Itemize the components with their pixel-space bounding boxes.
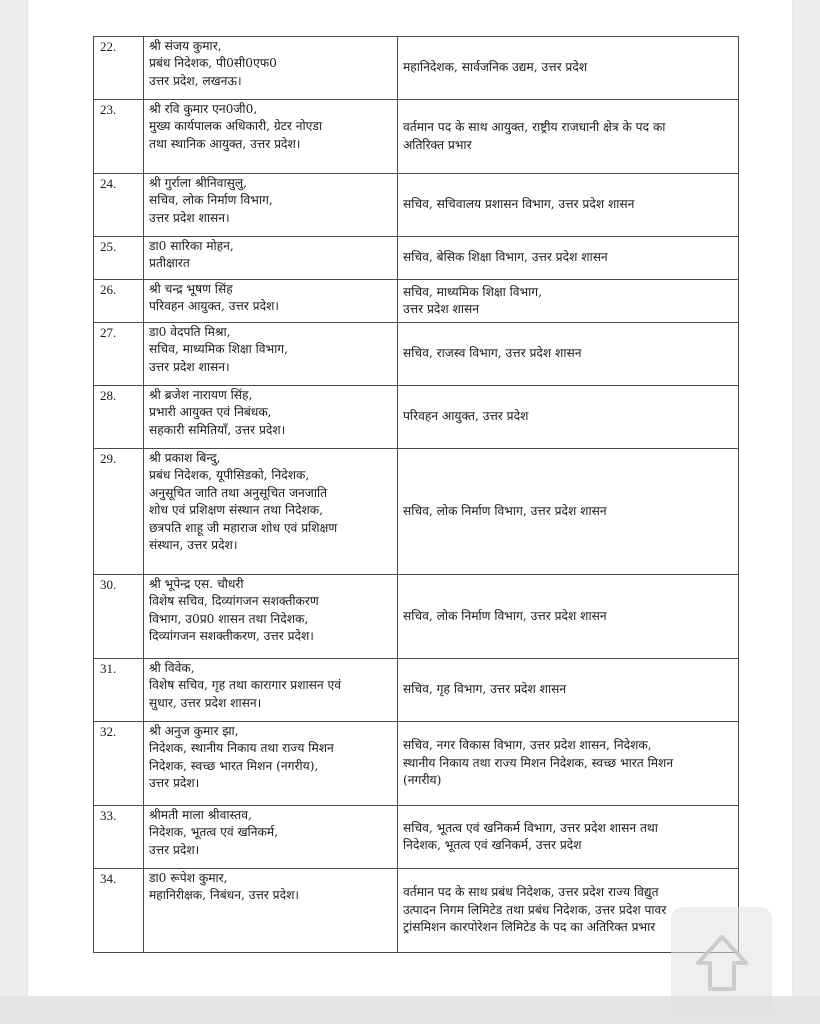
table-row	[94, 386, 739, 449]
new-post-line: ट्रांसमिशन कारपोरेशन लिमिटेड के पद का अतिरिक्त प्रभार	[403, 920, 656, 935]
officer-line: छत्रपति शाहू जी महाराज शोध एवं प्रशिक्षण	[149, 520, 338, 535]
officer-cell	[144, 237, 398, 280]
officer-line: शोध एवं प्रशिक्षण संस्थान तथा निदेशक,	[149, 503, 324, 518]
officer-line: निदेशक, स्थानीय निकाय तथा राज्य मिशन	[149, 741, 334, 756]
table-row	[94, 722, 739, 806]
officer-line: उत्तर प्रदेश शासन।	[149, 359, 230, 374]
officer-cell	[144, 575, 398, 659]
officer-line: श्री अनुज कुमार झा,	[149, 724, 239, 738]
table-row	[94, 100, 739, 174]
serial-number-cell: 24.	[94, 174, 144, 237]
officer-cell	[144, 659, 398, 722]
transfer-orders-table	[93, 36, 739, 953]
new-post-cell	[398, 449, 739, 575]
table-body	[94, 37, 739, 953]
officer-line: निदेशक, भूतत्व एवं खनिकर्म,	[149, 825, 278, 840]
officer-line: श्री गुर्राला श्रीनिवासुलु,	[149, 176, 247, 190]
officer-line: संस्थान, उत्तर प्रदेश।	[149, 538, 238, 553]
officer-line: मुख्य कार्यपालक अधिकारी, ग्रेटर नोएडा	[149, 119, 323, 134]
new-post-cell	[398, 659, 739, 722]
serial-number-cell: 32.	[94, 722, 144, 806]
new-post-line: सचिव, सचिवालय प्रशासन विभाग, उत्तर प्रदेश शासन	[403, 197, 635, 212]
new-post-line: सचिव, नगर विकास विभाग, उत्तर प्रदेश शासन, निदेशक,	[403, 738, 652, 753]
officer-line: विभाग, उ0प्र0 शासन तथा निदेशक,	[149, 611, 309, 626]
serial-number-cell: 25.	[94, 237, 144, 280]
new-post-line: वर्तमान पद के साथ आयुक्त, राष्ट्रीय राजधानी क्षेत्र के पद का	[403, 120, 666, 135]
serial-number-cell: 22.	[94, 37, 144, 100]
officer-line: श्री विवेक,	[149, 661, 195, 675]
serial-number-cell: 31.	[94, 659, 144, 722]
officer-cell	[144, 869, 398, 953]
new-post-cell	[398, 323, 739, 386]
new-post-cell	[398, 237, 739, 280]
officer-line: श्री संजय कुमार,	[149, 39, 222, 53]
officer-line: परिवहन आयुक्त, उत्तर प्रदेश।	[149, 299, 279, 314]
officer-line: श्री चन्द्र भूषण सिंह	[149, 282, 233, 296]
new-post-cell	[398, 37, 739, 100]
officer-cell	[144, 100, 398, 174]
new-post-line: निदेशक, भूतत्व एवं खनिकर्म, उत्तर प्रदेश	[403, 838, 582, 852]
officer-cell	[144, 37, 398, 100]
officer-cell	[144, 386, 398, 449]
officer-line: उत्तर प्रदेश।	[149, 776, 200, 791]
table-row	[94, 449, 739, 575]
new-post-line: उत्पादन निगम लिमिटेड तथा प्रबंध निदेशक, उत्तर प्रदेश पावर	[403, 902, 667, 917]
officer-line: प्रबंध निदेशक, यूपीसिडको, निदेशक,	[149, 468, 310, 483]
serial-number-cell: 30.	[94, 575, 144, 659]
new-post-cell	[398, 174, 739, 237]
serial-number-cell: 27.	[94, 323, 144, 386]
new-post-line: सचिव, माध्यमिक शिक्षा विभाग,	[403, 284, 543, 299]
officer-cell	[144, 174, 398, 237]
officer-line: उत्तर प्रदेश।	[149, 842, 200, 857]
officer-line: विशेष सचिव, गृह तथा कारागार प्रशासन एवं	[149, 678, 342, 693]
scroll-to-top-button[interactable]	[671, 907, 772, 1017]
officer-line: श्री प्रकाश बिन्दु,	[149, 451, 221, 465]
officer-line: दिव्यांगजन सशक्तीकरण, उत्तर प्रदेश।	[149, 629, 314, 644]
officer-cell	[144, 323, 398, 386]
officer-line: सहकारी समितियाँ, उत्तर प्रदेश।	[149, 422, 286, 437]
serial-number-cell: 28.	[94, 386, 144, 449]
arrow-up-icon	[694, 933, 750, 993]
table-row	[94, 806, 739, 869]
new-post-line: महानिदेशक, सार्वजनिक उद्यम, उत्तर प्रदेश	[403, 60, 588, 75]
new-post-line: सचिव, गृह विभाग, उत्तर प्रदेश शासन	[403, 682, 567, 697]
serial-number-cell: 29.	[94, 449, 144, 575]
new-post-cell	[398, 280, 739, 323]
serial-number-cell: 23.	[94, 100, 144, 174]
new-post-line: परिवहन आयुक्त, उत्तर प्रदेश	[403, 409, 529, 424]
new-post-line: सचिव, भूतत्व एवं खनिकर्म विभाग, उत्तर प्रदेश शासन तथा	[403, 820, 658, 835]
new-post-line: अतिरिक्त प्रभार	[403, 137, 472, 152]
new-post-line: स्थानीय निकाय तथा राज्य मिशन निदेशक, स्वच्छ भारत मिशन	[403, 755, 674, 770]
officer-cell	[144, 449, 398, 575]
new-post-cell	[398, 806, 739, 869]
table-row	[94, 37, 739, 100]
serial-number-cell: 34.	[94, 869, 144, 953]
table-row	[94, 323, 739, 386]
new-post-line: उत्तर प्रदेश शासन	[403, 302, 479, 316]
officer-line: तथा स्थानिक आयुक्त, उत्तर प्रदेश।	[149, 136, 301, 151]
new-post-line: वर्तमान पद के साथ प्रबंध निदेशक, उत्तर प्रदेश राज्य विद्युत	[403, 885, 659, 900]
table-row	[94, 869, 739, 953]
officer-cell	[144, 806, 398, 869]
officer-cell	[144, 280, 398, 323]
officer-cell	[144, 722, 398, 806]
officer-line: निदेशक, स्वच्छ भारत मिशन (नगरीय),	[149, 758, 319, 773]
new-post-cell	[398, 722, 739, 806]
table-row	[94, 280, 739, 323]
officer-line: श्री ब्रजेश नारायण सिंह,	[149, 388, 253, 402]
officer-line: प्रतीक्षारत	[149, 256, 190, 271]
officer-line: डा0 सारिका मोहन,	[149, 239, 234, 253]
officer-line: प्रबंध निदेशक, पी0सी0एफ0	[149, 56, 277, 71]
new-post-line: सचिव, राजस्व विभाग, उत्तर प्रदेश शासन	[403, 346, 582, 361]
new-post-line: सचिव, लोक निर्माण विभाग, उत्तर प्रदेश शासन	[403, 503, 607, 518]
officer-line: महानिरीक्षक, निबंधन, उत्तर प्रदेश।	[149, 888, 299, 903]
new-post-cell	[398, 575, 739, 659]
officer-line: श्रीमती माला श्रीवास्तव,	[149, 808, 252, 822]
serial-number-cell: 26.	[94, 280, 144, 323]
officer-line: डा0 रूपेश कुमार,	[149, 871, 228, 885]
officer-line: सचिव, लोक निर्माण विभाग,	[149, 193, 273, 208]
table-row	[94, 575, 739, 659]
new-post-cell	[398, 386, 739, 449]
table-row	[94, 237, 739, 280]
officer-line: अनुसूचित जाति तथा अनुसूचित जनजाति	[149, 485, 328, 500]
officer-line: डा0 वेदपति मिश्रा,	[149, 325, 231, 339]
new-post-line: सचिव, बेसिक शिक्षा विभाग, उत्तर प्रदेश शासन	[403, 250, 608, 265]
officer-line: सचिव, माध्यमिक शिक्षा विभाग,	[149, 342, 289, 357]
new-post-cell	[398, 100, 739, 174]
table-row	[94, 659, 739, 722]
officer-line: प्रभारी आयुक्त एवं निबंधक,	[149, 405, 272, 420]
officer-line: सुधार, उत्तर प्रदेश शासन।	[149, 695, 262, 710]
officer-line: श्री रवि कुमार एन0जी0,	[149, 102, 258, 116]
new-post-line: सचिव, लोक निर्माण विभाग, उत्तर प्रदेश शासन	[403, 608, 607, 623]
officer-line: उत्तर प्रदेश, लखनऊ।	[149, 73, 242, 88]
serial-number-cell: 33.	[94, 806, 144, 869]
table-row	[94, 174, 739, 237]
officer-line: विशेष सचिव, दिव्यांगजन सशक्तीकरण	[149, 594, 319, 609]
officer-line: उत्तर प्रदेश शासन।	[149, 210, 230, 225]
officer-line: श्री भूपेन्द्र एस. चौधरी	[149, 577, 244, 591]
new-post-line: (नगरीय)	[403, 773, 442, 788]
